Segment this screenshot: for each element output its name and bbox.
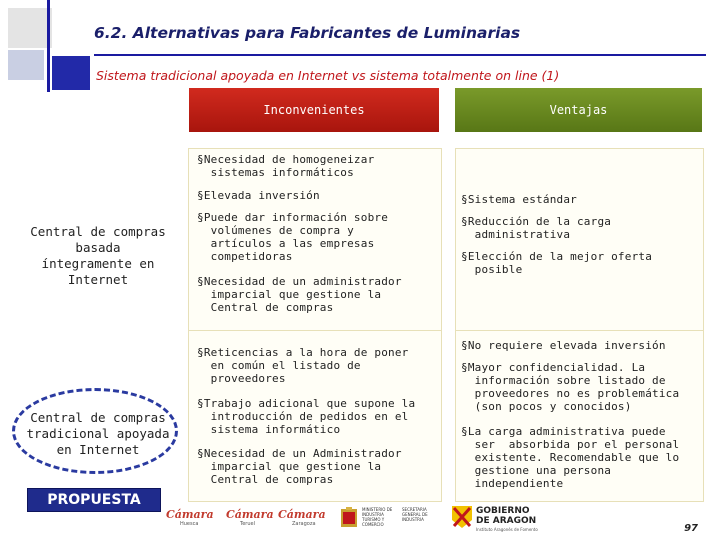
aragon-emblem-icon (452, 506, 472, 528)
ventaja-item: §Reducción de la carga administrativa (461, 215, 612, 241)
aragon-text-1: GOBIERNO (476, 506, 530, 516)
aragon-text-2: DE ARAGON (476, 516, 537, 526)
decor-horizontal-line (94, 54, 706, 56)
logo-camara-huesca (166, 508, 222, 534)
aragon-sub-text: Instituto Aragonés de Fomento (476, 527, 538, 532)
secretaria-text: SECRETARIA GENERAL DE INDUSTRIA (402, 507, 428, 522)
inconveniente-item: §Puede dar información sobre volúmenes de compra y artículos a las empresas competidoras (197, 211, 389, 263)
row-label-online: Central de compras basada íntegramente en Internet (30, 224, 166, 287)
ventaja-item: §No requiere elevada inversión (461, 339, 666, 352)
page-number: 97 (684, 523, 698, 534)
logo-camara-zaragoza-text: Cámara (278, 508, 326, 521)
inconveniente-item: §Necesidad de un administrador imparcial que gestione la Central de compras (197, 275, 402, 314)
propuesta-badge: PROPUESTA (27, 488, 161, 512)
logo-camara-teruel (226, 508, 276, 534)
logo-camara-teruel-sub: Teruel (240, 521, 255, 527)
inconveniente-item: §Elevada inversión (197, 189, 320, 202)
logo-gobierno-aragon (452, 506, 544, 534)
decor-square-3 (52, 56, 90, 90)
ministerio-text: MINISTERIO DE INDUSTRIA TURISMO Y COMERCIO (362, 507, 393, 527)
inconveniente-item: §Necesidad de un Administrador imparcial que gestione la Central de compras (197, 447, 402, 486)
decor-vertical-line (47, 0, 50, 92)
logo-camara-huesca-sub: Huesca (180, 521, 199, 527)
ventaja-item: §Sistema estándar (461, 193, 577, 206)
row-separator-right (455, 330, 704, 331)
decor-square-2 (8, 50, 44, 80)
logo-camara-zaragoza-sub: Zaragoza (292, 521, 316, 527)
row-separator-left (188, 330, 442, 331)
inconveniente-item: §Necesidad de homogeneizar sistemas informáticos (197, 153, 375, 179)
ventaja-item: §Mayor confidencialidad. La información sobre listado de proveedores no es problemática (son pocos y conocidos) (461, 361, 680, 413)
logo-camara-zaragoza (278, 508, 334, 534)
ventaja-item: §Elección de la mejor oferta posible (461, 250, 653, 276)
inconveniente-item: §Trabajo adicional que supone la introducción de pedidos en el sistema informático (197, 397, 416, 436)
page-title: 6.2. Alternativas para Fabricantes de Luminarias (94, 24, 521, 42)
inconveniente-item: §Reticencias a la hora de poner en común el listado de proveedores (197, 346, 409, 385)
logo-camara-huesca-text: Cámara (166, 508, 214, 521)
column-header-ventajas: Ventajas (455, 88, 702, 132)
column-header-inconvenientes: Inconvenientes (189, 88, 439, 132)
logo-camara-teruel-text: Cámara (226, 508, 274, 521)
logo-ministerio (340, 507, 440, 531)
page-subtitle: Sistema tradicional apoyada en Internet vs sistema totalmente on line (1) (96, 68, 560, 83)
row-label-traditional: Central de compras tradicional apoyada en Internet (26, 410, 170, 457)
ventaja-item: §La carga administrativa puede ser absorbida por el personal existente. Recomendable que lo gestione una persona independiente (461, 425, 680, 490)
spain-crest-icon (340, 507, 358, 529)
decor-square-1 (8, 8, 52, 48)
